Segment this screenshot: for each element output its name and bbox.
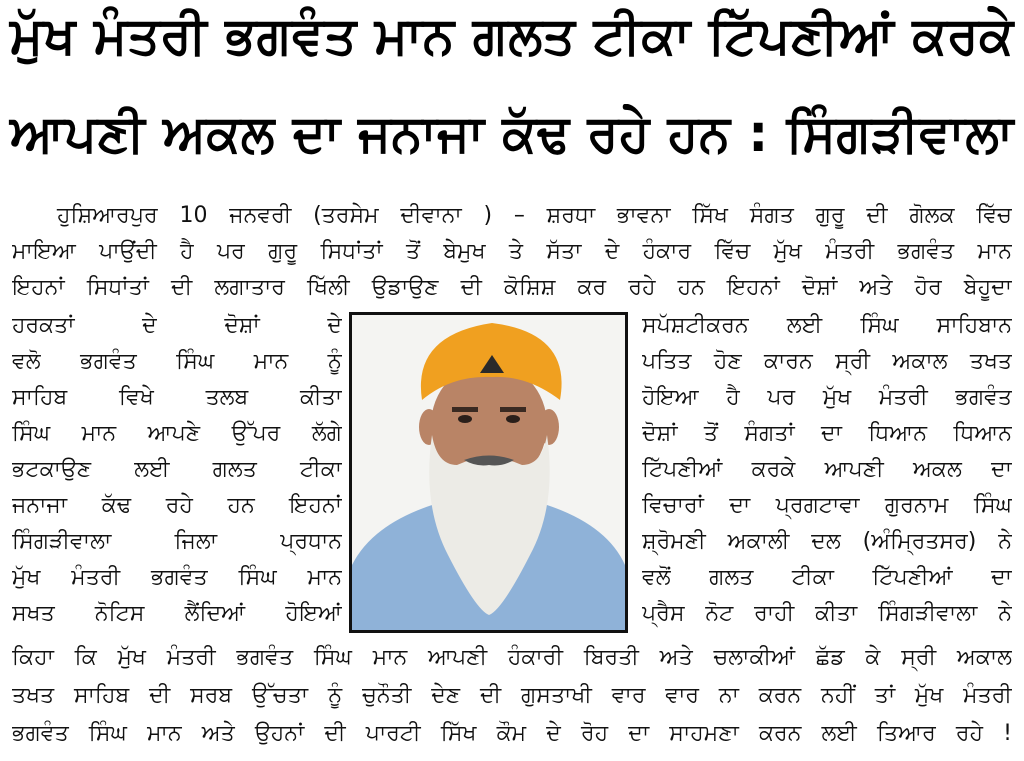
headline-line-1: ਮੁੱਖ ਮੰਤਰੀ ਭਗਵੰਤ ਮਾਨ ਗਲਤ ਟੀਕਾ ਟਿੱਪਣੀਆਂ ਕਰਕੇ [10, 6, 1014, 66]
article-line: ਭਗਵੰਤ ਸਿੰਘ ਮਾਨ ਅਤੇ ਉਹਨਾਂ ਦੀ ਪਾਰਟੀ ਸਿੱਖ ਕੌਮ ਦੇ ਰੋਹ ਦਾ ਸਾਹਮਣਾ ਕਰਨ ਲਈ ਤਿਆਰ ਰਹੇ ! [12, 721, 1012, 746]
article-line: ਹੁਸ਼ਿਆਰਪੁਰ 10 ਜਨਵਰੀ (ਤਰਸੇਮ ਦੀਵਾਨਾ ) – ਸ਼ਰਧਾ ਭਾਵਨਾ ਸਿੱਖ ਸੰਗਤ ਗੁਰੂ ਦੀ ਗੋਲਕ ਵਿੱਚ [57, 203, 1012, 228]
portrait-image [352, 315, 625, 630]
left-column-line: ਸਿੰਘ ਮਾਨ ਆਪਣੇ ਉੱਪਰ ਲੱਗੇ [12, 421, 342, 446]
right-column-line: ਸ਼੍ਰੋਮਣੀ ਅਕਾਲੀ ਦਲ (ਅੰਮ੍ਰਿਤਸਰ) ਨੇ [642, 529, 1012, 554]
headline-line-2: ਆਪਣੀ ਅਕਲ ਦਾ ਜਨਾਜਾ ਕੱਢ ਰਹੇ ਹਨ : ਸਿੰਗੜੀਵਾਲਾ [10, 104, 1014, 164]
left-column-line: ਹਰਕਤਾਂ ਦੇ ਦੋਸ਼ਾਂ ਦੇ [12, 313, 342, 338]
left-column-line: ਸਾਹਿਬ ਵਿਖੇ ਤਲਬ ਕੀਤਾ [12, 385, 342, 410]
article-line: ਕਿਹਾ ਕਿ ਮੁੱਖ ਮੰਤਰੀ ਭਗਵੰਤ ਸਿੰਘ ਮਾਨ ਆਪਣੀ ਹੰਕਾਰੀ ਬਿਰਤੀ ਅਤੇ ਚਲਾਕੀਆਂ ਛੱਡ ਕੇ ਸ੍ਰੀ ਅਕਾਲ [12, 645, 1012, 670]
right-column-line: ਸਪੱਸ਼ਟੀਕਰਨ ਲਈ ਸਿੰਘ ਸਾਹਿਬਾਨ [642, 313, 1012, 338]
right-column-line: ਵਿਚਾਰਾਂ ਦਾ ਪ੍ਰਗਟਾਵਾ ਗੁਰਨਾਮ ਸਿੰਘ [642, 493, 1012, 518]
left-column-line: ਮੁੱਖ ਮੰਤਰੀ ਭਗਵੰਤ ਸਿੰਘ ਮਾਨ [12, 565, 342, 590]
left-column-line: ਸਿੰਗੜੀਵਾਲਾ ਜਿਲਾ ਪ੍ਰਧਾਨ [12, 529, 342, 554]
left-column-line: ਸਖਤ ਨੋਟਿਸ ਲੈਂਦਿਆਂ ਹੋਇਆਂ [12, 601, 342, 626]
left-column-line: ਭਟਕਾਉਣ ਲਈ ਗਲਤ ਟੀਕਾ [12, 457, 342, 482]
portrait-photo [349, 312, 628, 633]
right-column-line: ਵਲੋਂ ਗਲਤ ਟੀਕਾ ਟਿੱਪਣੀਆਂ ਦਾ [642, 565, 1012, 590]
article-line: ਮਾਇਆ ਪਾਉਂਦੀ ਹੈ ਪਰ ਗੁਰੂ ਸਿਧਾਂਤਾਂ ਤੋਂ ਬੇਮੁਖ ਤੇ ਸੱਤਾ ਦੇ ਹੰਕਾਰ ਵਿੱਚ ਮੁੱਖ ਮੰਤਰੀ ਭਗਵੰਤ ਮਾਨ [12, 239, 1012, 264]
article-line: ਇਹਨਾਂ ਸਿਧਾਂਤਾਂ ਦੀ ਲਗਾਤਾਰ ਖਿੱਲੀ ਉਡਾਉਣ ਦੀ ਕੋਸ਼ਿਸ਼ ਕਰ ਰਹੇ ਹਨ ਇਹਨਾਂ ਦੋਸ਼ਾਂ ਅਤੇ ਹੋਰ ਬੇਹੂਦਾ [12, 275, 1012, 300]
right-column-line: ਦੋਸ਼ਾਂ ਤੋਂ ਸੰਗਤਾਂ ਦਾ ਧਿਆਨ ਧਿਆਨ [642, 421, 1012, 446]
right-column-line: ਟਿੱਪਣੀਆਂ ਕਰਕੇ ਆਪਣੀ ਅਕਲ ਦਾ [642, 457, 1012, 482]
right-column-line: ਪ੍ਰੈਸ ਨੋਟ ਰਾਹੀ ਕੀਤਾ ਸਿੰਗੜੀਵਾਲਾ ਨੇ [642, 601, 1012, 626]
article-line: ਤਖਤ ਸਾਹਿਬ ਦੀ ਸਰਬ ਉੱਚਤਾ ਨੂੰ ਚੁਨੌਤੀ ਦੇਣ ਦੀ ਗੁਸਤਾਖੀ ਵਾਰ ਵਾਰ ਨਾ ਕਰਨ ਨਹੀਂ ਤਾਂ ਮੁੱਖ ਮੰਤਰੀ [12, 683, 1012, 708]
right-column-line: ਪਤਿਤ ਹੋਣ ਕਾਰਨ ਸ੍ਰੀ ਅਕਾਲ ਤਖਤ [642, 349, 1012, 374]
right-column-line: ਹੋਇਆ ਹੈ ਪਰ ਮੁੱਖ ਮੰਤਰੀ ਭਗਵੰਤ [642, 385, 1012, 410]
left-column-line: ਵਲੋ ਭਗਵੰਤ ਸਿੰਘ ਮਾਨ ਨੂੰ [12, 349, 342, 374]
left-column-line: ਜਨਾਜਾ ਕੱਢ ਰਹੇ ਹਨ ਇਹਨਾਂ [12, 493, 342, 518]
